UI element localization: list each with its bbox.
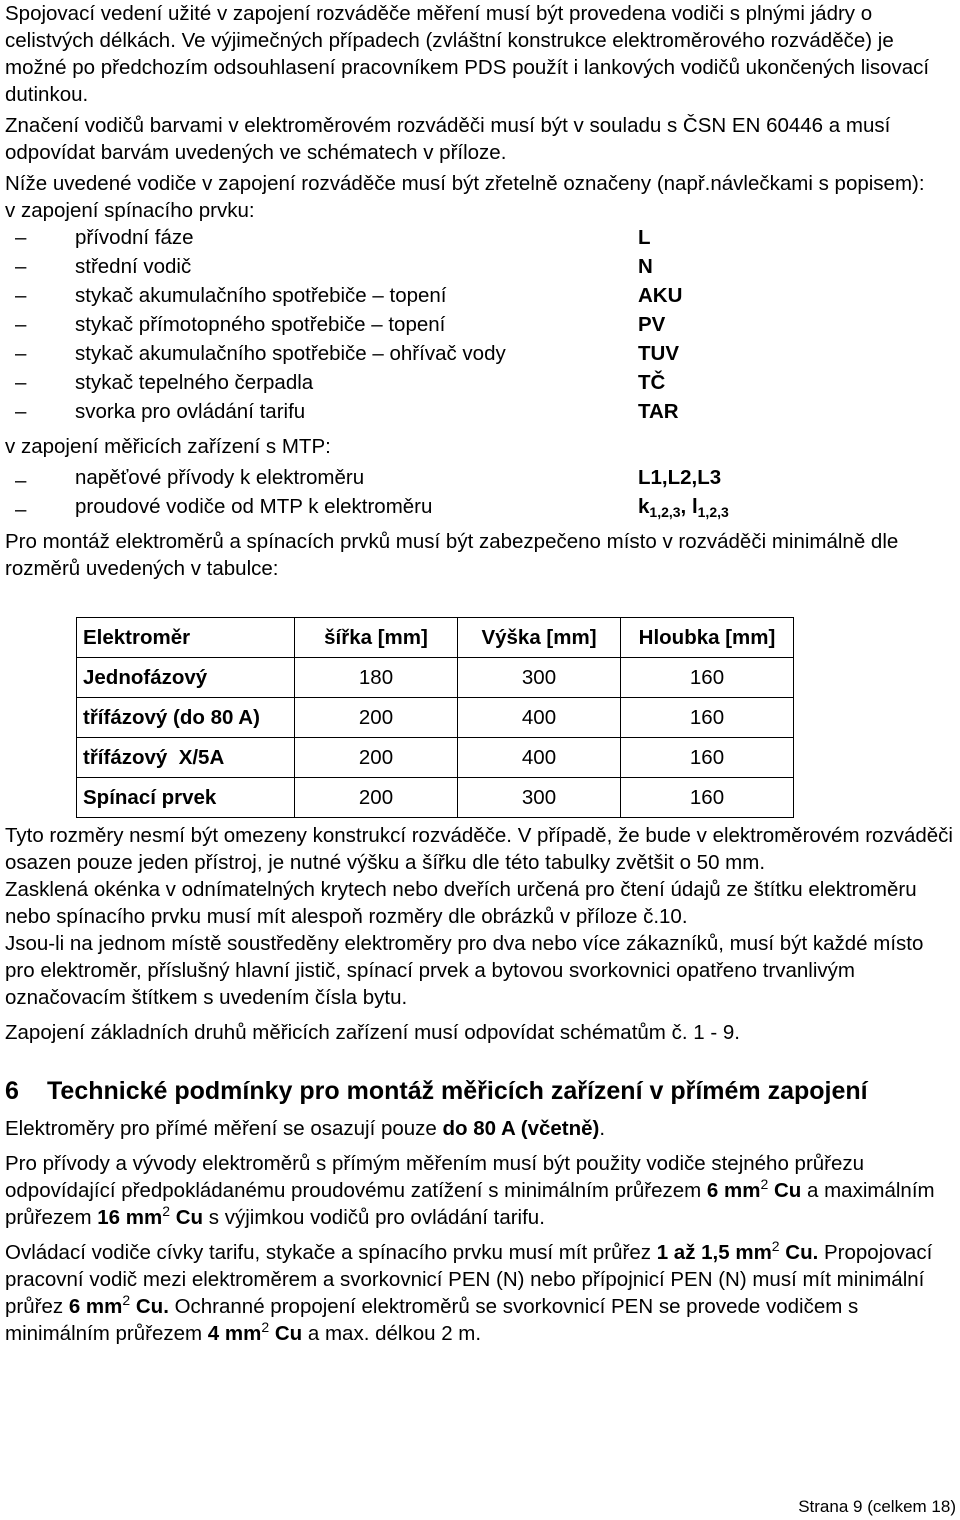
table-header-cell: Elektroměr (77, 618, 295, 658)
text-run: Pro přívody a vývody elektroměrů s přímým měřením musí být použity vodiče stejného průřezu odpovídající předpokládanému proudovému zatížení s minimálním průřezem (5, 1152, 865, 1202)
paragraph-windows: Zasklená okénka v odnímatelných krytech nebo dveřích určená pro čtení údajů ze štítku elektroměru nebo spínacího prvku musí mít alespoň rozměry dle obrázků v příloze č.10. (5, 878, 917, 928)
document-page (5, 0, 955, 1347)
text-run: s výjimkou vodičů pro ovládání tarifu. (203, 1206, 545, 1229)
table-cell: 180 (295, 658, 458, 698)
list-item (5, 282, 955, 311)
list-item-code: PV (638, 313, 666, 336)
list-dash: – (15, 226, 27, 249)
text-bold: 6 mm (706, 1179, 761, 1202)
list-item-code: AKU (638, 284, 683, 307)
list-item-label: svorka pro ovládání tarifu (75, 400, 306, 423)
table-cell: třífázový (do 80 A) (77, 698, 295, 738)
list-item-code (638, 493, 729, 520)
text-run: Elektroměry pro přímé měření se osazují pouze (5, 1117, 443, 1140)
paragraph-mounting: Pro montáž elektroměrů a spínacích prvků musí být zabezpečeno místo v rozváděči minimálně dle rozměrů uvedených v tabulce: (5, 530, 899, 580)
code-k: k (638, 495, 650, 518)
table-cell: 200 (295, 738, 458, 778)
section-heading (5, 1076, 955, 1107)
list-dash: – (15, 371, 27, 394)
paragraph-direct-meters (5, 1115, 955, 1142)
table-row (77, 778, 794, 818)
text-superscript: 2 (261, 1319, 270, 1335)
table-cell: třífázový X/5A (77, 738, 295, 778)
table-cell: 300 (458, 658, 621, 698)
list-item-label: stykač akumulačního spotřebiče – ohřívač vody (75, 342, 506, 365)
text-bold: do 80 A (včetně) (442, 1117, 600, 1140)
text-run: Ochranné propojení elektroměrů se svorkovnicí PEN se provede vodičem s minimálním průřezem (5, 1295, 859, 1345)
paragraph-control-wires (5, 1239, 955, 1347)
table-cell: 160 (621, 698, 794, 738)
code-subscript: 1,2,3 (649, 504, 681, 520)
text-bold: Cu (768, 1179, 802, 1202)
list-item-label: stykač přímotopného spotřebiče – topení (75, 313, 446, 336)
list-item-label: proudové vodiče od MTP k elektroměru (75, 495, 433, 518)
table-cell: 400 (458, 698, 621, 738)
paragraph-schemes: Zapojení základních druhů měřicích zařízení musí odpovídat schématům č. 1 - 9. (5, 1021, 740, 1044)
text-bold: 4 mm (207, 1322, 262, 1345)
table-cell: Jednofázový (77, 658, 295, 698)
list-item (5, 369, 955, 398)
text-bold: 16 mm (97, 1206, 163, 1229)
list-dash: – (15, 498, 27, 521)
list-item-label: střední vodič (75, 255, 192, 278)
text-superscript: 2 (771, 1238, 780, 1254)
table-cell: 160 (621, 738, 794, 778)
code-separator: , l (680, 495, 698, 518)
table-cell: 160 (621, 778, 794, 818)
text-run: Propojovací pracovní vodič mezi elektroměrem a svorkovnicí PEN (N) nebo přípojnicí PEN (N) musí mít minimální průřez (5, 1241, 933, 1318)
table-cell: 200 (295, 778, 458, 818)
text-run: . (599, 1117, 606, 1140)
paragraph-dimensions-note: Tyto rozměry nesmí být omezeny konstrukcí rozváděče. V případě, že bude v elektroměrovém rozváděči osazen pouze jeden přístroj, je nutné výšku a šířku dle této tabulky zvětšit o 50 mm. (5, 824, 953, 874)
list-item-code: TAR (638, 400, 679, 423)
list-dash: – (15, 284, 27, 307)
text-run: a maximálním průřezem (5, 1179, 935, 1229)
list-item (5, 493, 955, 522)
list-item-code: TČ (638, 371, 666, 394)
table-cell: Spínací prvek (77, 778, 295, 818)
paragraph-cross-section (5, 1150, 955, 1231)
list-dash: – (15, 400, 27, 423)
list-item (5, 464, 955, 493)
page-footer: Strana 9 (celkem 18) (798, 1497, 956, 1516)
table-row (77, 698, 794, 738)
table-row (77, 658, 794, 698)
list-item-code: TUV (638, 342, 679, 365)
list-item-label: přívodní fáze (75, 226, 194, 249)
paragraph-labels: Jsou-li na jednom místě soustředěny elektroměry pro dva nebo více zákazníků, musí být každé místo pro elektroměr, příslušný hlavní jistič, spínací prvek a bytovou svorkovnici opatřeno trvanlivým označovacím štítkem s uvedením čísla bytu. (5, 932, 924, 1009)
text-run: a max. délkou 2 m. (302, 1322, 482, 1345)
text-bold: Cu. (779, 1241, 819, 1264)
table-header-cell: Výška [mm] (458, 618, 621, 658)
switch-element-list (5, 224, 955, 427)
text-superscript: 2 (162, 1203, 171, 1219)
text-bold: Cu (269, 1322, 303, 1345)
list-dash: – (15, 255, 27, 278)
list-item-label: stykač tepelného čerpadla (75, 371, 314, 394)
list-item (5, 340, 955, 369)
table-row (77, 738, 794, 778)
text-superscript: 2 (760, 1176, 769, 1192)
paragraph-colors: Značení vodičů barvami v elektroměrovém rozváděči musí být v souladu s ČSN EN 60446 a musí odpovídat barvám uvedených ve schématech v příloze. (5, 114, 891, 164)
mtp-list (5, 464, 955, 522)
paragraph-marking: Níže uvedené vodiče v zapojení rozváděče musí být zřetelně označeny (např.návlečkami s popisem): (5, 172, 925, 195)
table-cell: 160 (621, 658, 794, 698)
table-cell: 400 (458, 738, 621, 778)
text-superscript: 2 (122, 1292, 131, 1308)
list-item (5, 311, 955, 340)
table-cell: 300 (458, 778, 621, 818)
paragraph-wiring: Spojovací vedení užité v zapojení rozváděče měření musí být provedena vodiči s plnými jádry o celistvých délkách. Ve výjimečných případech (zvláštní konstrukce elektroměrového rozváděče) je možné po předchozím odsouhlasení pracovníkem PDS použít i lankových vodičů ukončených lisovací dutinkou. (5, 2, 930, 106)
table-cell: 200 (295, 698, 458, 738)
list-item-code: L (638, 226, 651, 249)
list-item-code: N (638, 255, 653, 278)
section-number: 6 (5, 1077, 19, 1105)
list-dash: – (15, 469, 27, 492)
list-item (5, 398, 955, 427)
text-bold: 1 až 1,5 mm (656, 1241, 772, 1264)
list-item-label: stykač akumulačního spotřebiče – topení (75, 284, 447, 307)
list-item (5, 224, 955, 253)
text-run: Ovládací vodiče cívky tarifu, stykače a spínacího prvku musí mít průřez (5, 1241, 657, 1264)
mtp-list-heading: v zapojení měřicích zařízení s MTP: (5, 435, 331, 458)
list-item (5, 253, 955, 282)
list-item-code: L1,L2,L3 (638, 466, 722, 489)
table-header-row (77, 618, 794, 658)
list-dash: – (15, 313, 27, 336)
code-subscript: 1,2,3 (697, 504, 729, 520)
list-item-label: napěťové přívody k elektroměru (75, 466, 365, 489)
table-header-cell: šířka [mm] (295, 618, 458, 658)
list-dash: – (15, 342, 27, 365)
section-title: Technické podmínky pro montáž měřicích zařízení v přímém zapojení (47, 1077, 868, 1105)
text-bold: Cu. (130, 1295, 169, 1318)
text-bold: 6 mm (68, 1295, 123, 1318)
table-header-cell: Hloubka [mm] (621, 618, 794, 658)
text-bold: Cu (170, 1206, 204, 1229)
dimensions-table (76, 617, 794, 818)
switch-list-heading: v zapojení spínacího prvku: (5, 199, 255, 222)
